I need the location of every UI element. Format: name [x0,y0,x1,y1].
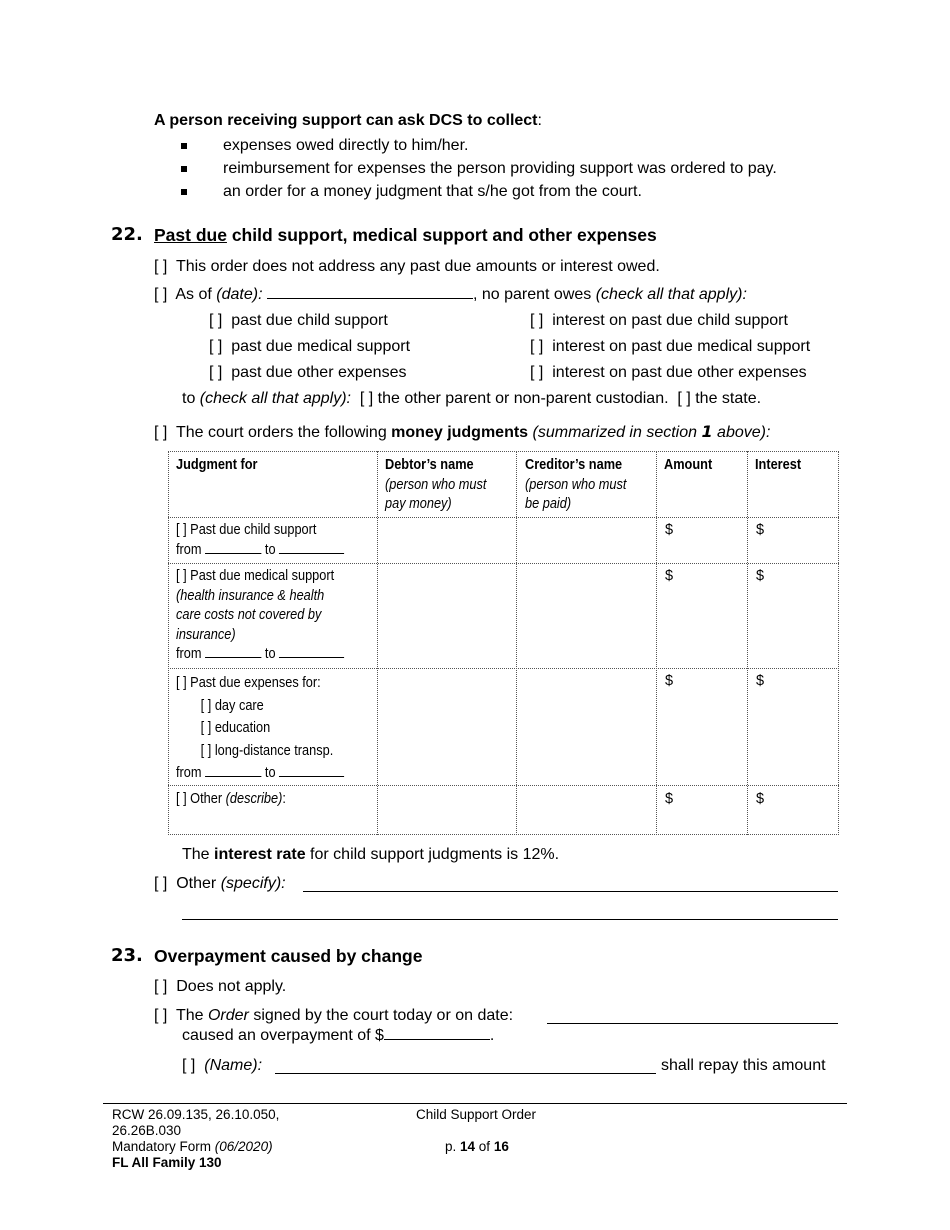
footer-mandatory: Mandatory Form (06/2020) [112,1139,273,1154]
amount-cell[interactable]: $ [665,791,674,807]
to-date-field[interactable] [279,656,344,658]
footer-rcw-1: RCW 26.09.135, 26.10.050, [112,1107,280,1122]
amount-cell[interactable]: $ [665,522,674,538]
section-22-title: Past due child support, medical support and other expenses [154,225,657,245]
from-date-field[interactable] [205,552,261,554]
row-other[interactable]: [ ] Other (describe): [176,791,286,807]
other-specify-line-2[interactable] [182,919,838,920]
footer-rcw-2: 26.26B.030 [112,1123,182,1138]
footer-divider [103,1103,847,1104]
checkbox[interactable]: [ ] [182,1057,196,1074]
checkbox-other-parent[interactable]: [ ] [359,390,374,407]
order-date-field[interactable] [547,1023,838,1024]
intro-heading: A person receiving support can ask DCS to collect: [154,112,542,129]
overpayment-amount-field[interactable] [384,1039,490,1040]
does-not-apply-option[interactable]: [ ] Does not apply. [154,978,287,995]
header-creditor: Creditor’s name (person who must be paid) [525,457,627,512]
money-judgments-option[interactable]: [ ] The court orders the following money judgments (summarized in section 1 above): [154,422,771,441]
checkbox[interactable]: [ ] [154,1007,168,1024]
repay-name-field[interactable] [275,1073,656,1074]
bullet-icon [181,143,187,149]
intro-bullet: expenses owed directly to him/her. [223,137,469,154]
repay-text: shall repay this amount [661,1057,826,1074]
footer-doc-title: Child Support Order [416,1107,537,1122]
header-debtor: Debtor’s name (person who must pay money) [385,457,487,512]
header-amount: Amount [664,457,713,473]
checkbox[interactable]: [ ] [154,286,168,303]
checkbox-state[interactable]: [ ] [677,390,691,407]
repay-option[interactable]: [ ] (Name): [182,1057,263,1074]
to-date-field[interactable] [279,775,344,777]
row-medical-support[interactable]: [ ] Past due medical support (health insurance & health care costs not covered by insurance) from to [176,567,344,665]
other-option[interactable]: [ ] Other (specify): [154,875,286,892]
intro-bullet: an order for a money judgment that s/he got from the court. [223,183,642,200]
row-expenses[interactable]: [ ] Past due expenses for: [ ] day care [ ] education [ ] long-distance transp. from to [176,672,344,785]
past-due-other-expenses-option[interactable]: [ ] past due other expenses [209,364,407,381]
overpayment-line: caused an overpayment of $ . [182,1027,495,1044]
owed-to-line: to (check all that apply): [ ] the other parent or non-parent custodian. [ ] the state. [182,390,762,407]
past-due-medical-support-option[interactable]: [ ] past due medical support [209,338,411,355]
bullet-icon [181,189,187,195]
intro-bullet: reimbursement for expenses the person providing support was ordered to pay. [223,160,777,177]
interest-rate-note: The interest rate for child support judgments is 12%. [182,846,560,863]
past-due-child-support-option[interactable]: [ ] past due child support [209,312,388,329]
section-23-title: Overpayment caused by change [154,946,423,966]
interest-child-support-option[interactable]: [ ] interest on past due child support [530,312,788,329]
as-of-date-option[interactable]: [ ] As of (date): , no parent owes (check all that apply): [154,286,747,303]
order-overpayment-option[interactable]: [ ] The Order signed by the court today or on date: [154,1007,514,1024]
amount-cell[interactable]: $ [665,673,674,689]
from-date-field[interactable] [205,656,261,658]
bullet-icon [181,166,187,172]
header-interest: Interest [755,457,802,473]
to-date-field[interactable] [279,552,344,554]
footer-page-number: p. 14 of 16 [445,1139,509,1154]
interest-other-expenses-option[interactable]: [ ] interest on past due other expenses [530,364,807,381]
interest-cell[interactable]: $ [756,568,765,584]
section-22-number: 22. [111,224,143,245]
checkbox[interactable]: [ ] [154,424,168,441]
header-judgment-for: Judgment for [176,457,258,473]
no-past-due-option[interactable]: [ ] This order does not address any past due amounts or interest owed. [154,258,660,275]
interest-medical-support-option[interactable]: [ ] interest on past due medical support [530,338,811,355]
date-field[interactable] [267,298,473,299]
footer-form-id: FL All Family 130 [112,1155,222,1170]
checkbox[interactable]: [ ] [154,258,168,275]
checkbox[interactable]: [ ] [154,978,168,995]
interest-cell[interactable]: $ [756,791,765,807]
section-23-number: 23. [111,945,143,966]
interest-cell[interactable]: $ [756,522,765,538]
amount-cell[interactable]: $ [665,568,674,584]
other-specify-line[interactable] [303,891,838,892]
interest-cell[interactable]: $ [756,673,765,689]
checkbox[interactable]: [ ] [154,875,168,892]
row-child-support[interactable]: [ ] Past due child support from to [176,521,344,560]
from-date-field[interactable] [205,775,261,777]
